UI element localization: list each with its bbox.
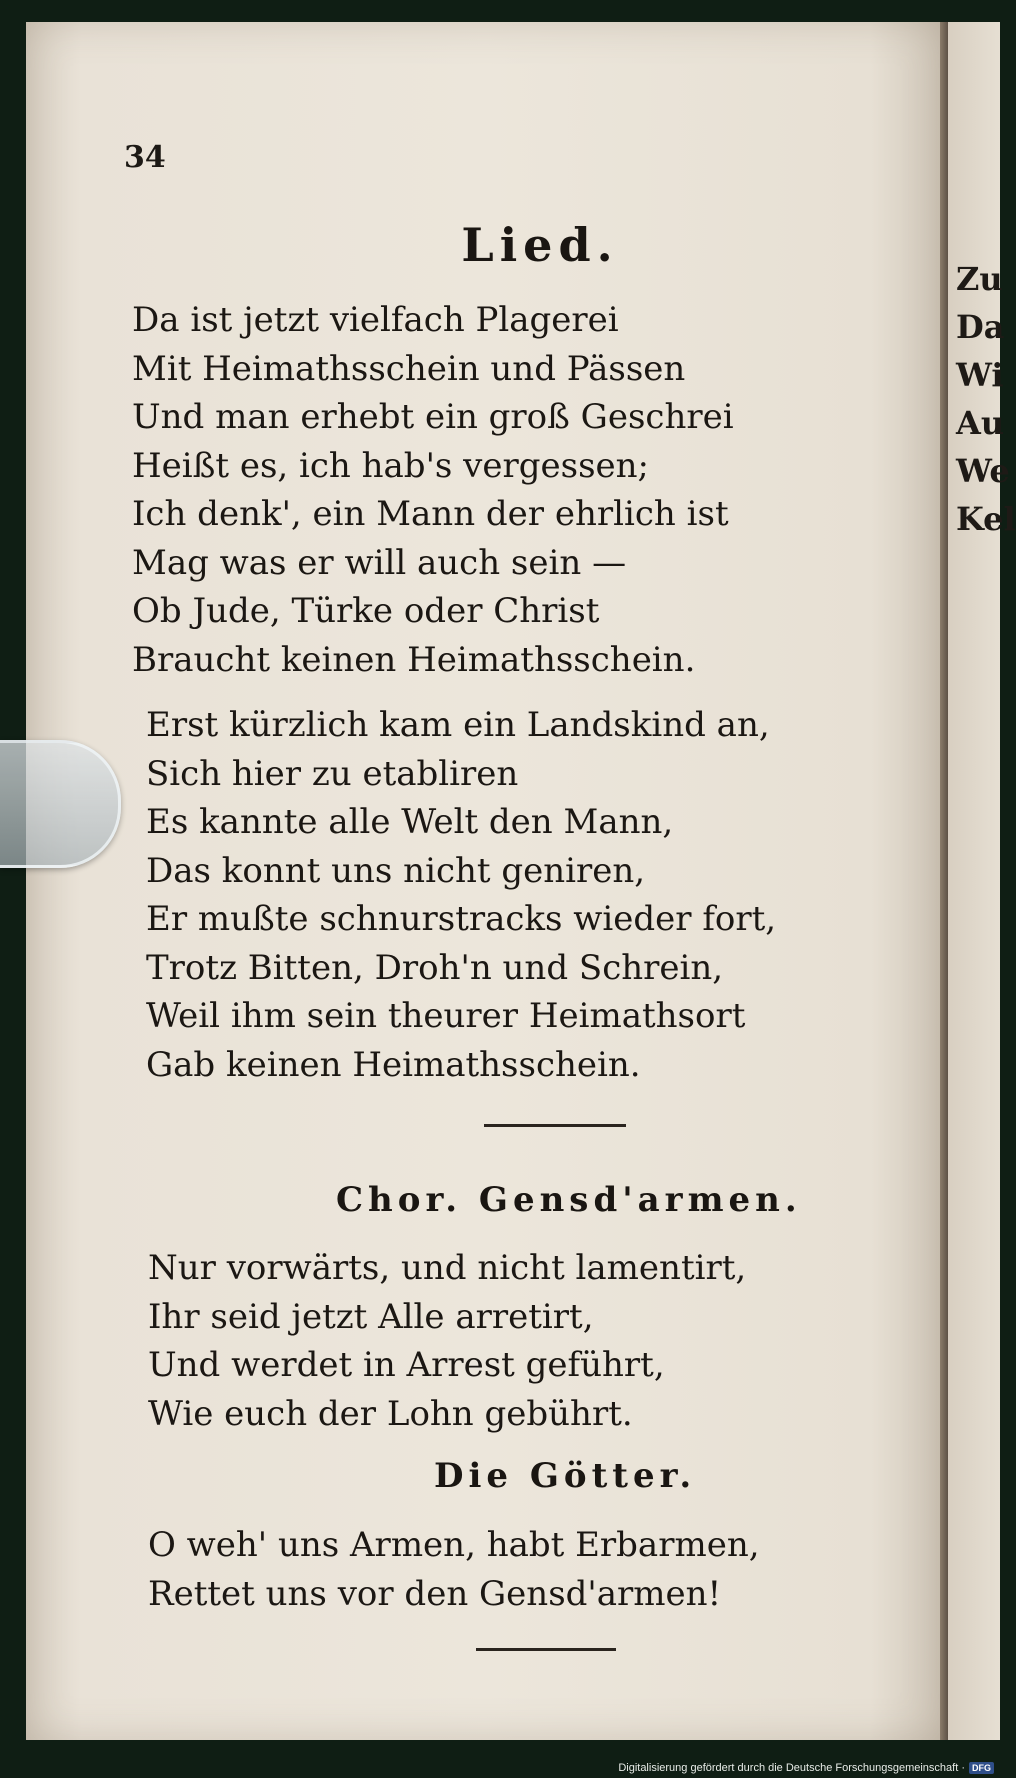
verse-line: Mit Heimathsschein und Pässen: [132, 348, 686, 389]
verse-line: Das konnt uns nicht geniren,: [146, 850, 646, 891]
next-page-fragment: Au: [956, 404, 1005, 442]
chorus-heading: Chor. Gensd'armen.: [336, 1180, 802, 1220]
verse-line: Wie euch der Lohn gebührt.: [148, 1393, 633, 1434]
verse-line: Trotz Bitten, Droh'n und Schrein,: [146, 947, 724, 988]
gods-stanza: [148, 1521, 760, 1618]
poem-title: Lied.: [461, 218, 619, 272]
verse-line: Rettet uns vor den Gensd'armen!: [148, 1573, 722, 1614]
gods-heading: Die Götter.: [434, 1456, 697, 1496]
verse-line: Sich hier zu etabliren: [146, 753, 519, 794]
chorus-stanza: [148, 1244, 746, 1438]
verse-line: Braucht keinen Heimathsschein.: [132, 639, 696, 680]
next-page-fragment: Wi: [956, 356, 1004, 394]
dfg-logo-icon: DFG: [969, 1762, 994, 1774]
verse-line: Erst kürzlich kam ein Landskind an,: [146, 705, 770, 745]
verse-line: Es kannte alle Welt den Mann,: [146, 802, 674, 842]
section-divider: [476, 1648, 616, 1651]
stanza-1: [132, 296, 734, 684]
verse-line: Mag was er will auch sein —: [132, 542, 627, 583]
verse-line: Ob Jude, Türke oder Christ: [132, 591, 600, 631]
page-clip: [0, 740, 121, 868]
verse-line: Ihr seid jetzt Alle arretirt,: [148, 1296, 594, 1337]
digitization-footer: [618, 1762, 994, 1774]
verse-line: Er mußte schnurstracks wieder fort,: [146, 899, 777, 939]
verse-line: Heißt es, ich hab's vergessen;: [132, 445, 650, 486]
next-page-fragment: We: [956, 452, 1010, 490]
stanza-2: [146, 701, 776, 1089]
footer-text: Digitalisierung gefördert durch die Deutsche Forschungsgemeinschaft ·: [618, 1762, 965, 1774]
verse-line: Und man erhebt ein groß Geschrei: [132, 397, 734, 437]
verse-line: O weh' uns Armen, habt Erbarmen,: [148, 1525, 760, 1565]
next-page-edge: [948, 22, 1016, 1740]
page-number: 34: [124, 140, 166, 175]
verse-line: Weil ihm sein theurer Heimathsort: [146, 996, 746, 1036]
next-page-fragment: Da: [956, 308, 1005, 346]
verse-line: Gab keinen Heimathsschein.: [146, 1044, 641, 1085]
book-spine: [940, 22, 948, 1740]
verse-line: Und werdet in Arrest geführt,: [148, 1345, 665, 1385]
verse-line: Ich denk', ein Mann der ehrlich ist: [132, 494, 729, 534]
next-page-fragment: Zu: [956, 260, 1003, 298]
section-divider: [484, 1124, 626, 1127]
verse-line: Da ist jetzt vielfach Plagerei: [132, 300, 619, 340]
next-page-fragment: Kel: [956, 500, 1016, 538]
verse-line: Nur vorwärts, und nicht lamentirt,: [148, 1248, 747, 1288]
